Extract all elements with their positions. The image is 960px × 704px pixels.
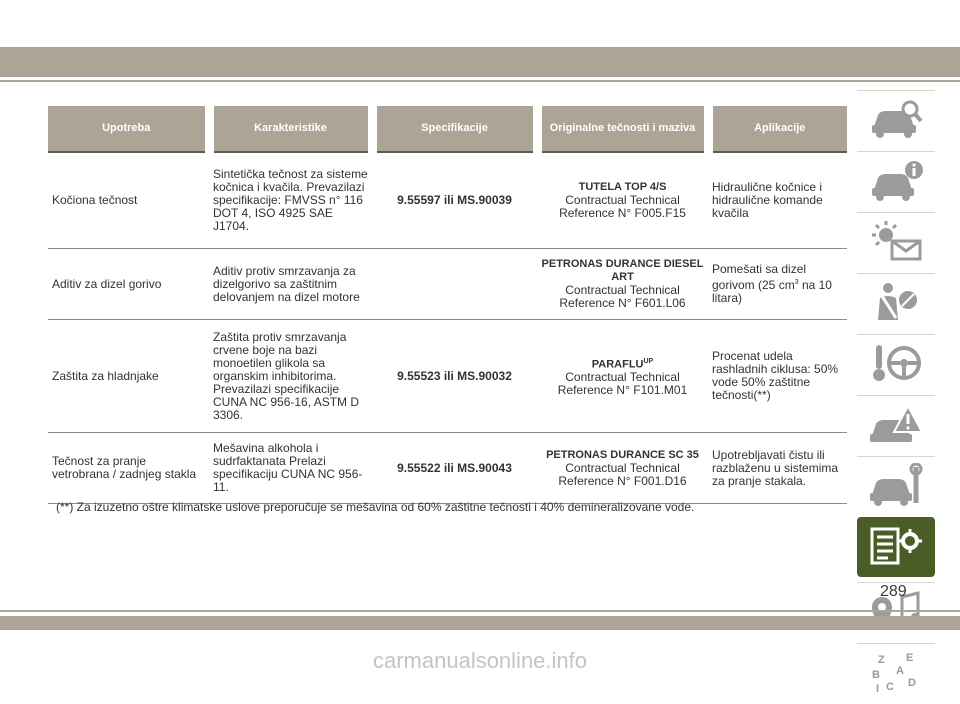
index-letter: I: [876, 682, 880, 694]
fluids-table: [48, 106, 847, 504]
page-number: 289: [880, 583, 907, 600]
footnote: (**) Za izuzetno oštre klimatske uslove preporučuje se mešavina od 60% zaštitne tečnosti i 40% demineralizovane vode.: [56, 500, 695, 514]
index-letter: E: [906, 651, 914, 664]
table-row: [48, 152, 847, 249]
index-letter: C: [886, 680, 894, 693]
nav-chapter-starting-driving[interactable]: [857, 334, 935, 390]
steering-wheel-icon: [868, 341, 924, 385]
nav-chapter-getting-to-know[interactable]: [857, 90, 935, 146]
nav-chapter-dashboard[interactable]: [857, 151, 935, 207]
car-warning-icon: [868, 402, 924, 446]
cell-original-fluid: [537, 433, 708, 504]
spec-sheet-gear-icon: [868, 525, 924, 569]
table-header-row: [48, 106, 847, 152]
cell-characteristics: Zaštita protiv smrzavanja crvene boje na bazi monoetilen glikola sa organskim inhibitorima. Prevazilazi specifikacije CUNA NC 956-16, ASTM D 3306.: [213, 329, 360, 422]
product-superscript: UP: [643, 357, 654, 365]
cell-spec: 9.55597 ili MS.90039: [397, 193, 512, 207]
light-message-icon: [868, 219, 924, 263]
cell-spec: [372, 249, 537, 320]
product-reference: Contractual Technical Reference N° F005.F15: [559, 193, 686, 220]
top-header-band: [0, 47, 960, 77]
nav-chapter-warnings[interactable]: [857, 212, 935, 268]
nav-chapter-emergency[interactable]: [857, 395, 935, 451]
cell-spec: 9.55522 ili MS.90043: [397, 460, 512, 475]
product-name-wrap: [541, 355, 704, 372]
cell-use: Tečnost za pranje vetrobrana / zadnjeg stakla: [52, 454, 197, 481]
index-letter: A: [896, 664, 904, 677]
table-row: [48, 320, 847, 433]
table-row: [48, 433, 847, 504]
header-usage: Upotreba: [48, 106, 209, 152]
product-name: TUTELA TOP 4/S: [578, 181, 667, 193]
cell-application: Procenat udela rashladnih ciklusa: 50% vode 50% zaštitne tečnosti(**): [712, 349, 839, 402]
car-info-icon: [868, 158, 924, 202]
nav-chapter-maintenance[interactable]: [857, 456, 935, 512]
table-row: [48, 249, 847, 320]
index-letter: D: [908, 676, 916, 689]
top-divider: [0, 80, 960, 82]
cell-original-fluid: [537, 249, 708, 320]
index-letter: Z: [878, 653, 885, 666]
bottom-divider: [0, 610, 960, 612]
header-characteristics: Karakteristike: [209, 106, 372, 152]
cell-application: [708, 249, 847, 320]
header-original-fluids: Originalne tečnosti i maziva: [537, 106, 708, 152]
product-name: PETRONAS DURANCE DIESEL ART: [541, 258, 704, 283]
product-reference: Contractual Technical Reference N° F101.M01: [557, 370, 688, 398]
header-applications: Aplikacije: [708, 106, 847, 152]
cell-characteristics: Aditiv protiv smrzavanja za dizelgorivo sa zaštitnim delovanjem na dizel motore: [213, 263, 360, 304]
car-search-icon: [868, 97, 924, 141]
cell-original-fluid: [537, 320, 708, 433]
header-specifications: Specifikacije: [372, 106, 537, 152]
nav-chapter-technical-specs[interactable]: [857, 517, 935, 577]
bottom-footer-band: [0, 616, 960, 630]
cell-application: Upotrebljavati čistu ili razblaženu u sistemima za pranje stakala.: [712, 447, 839, 488]
cell-use: Zaštita za hladnjake: [52, 368, 159, 383]
seatbelt-airbag-icon: [868, 280, 924, 324]
application-text-end: na 10 litara): [712, 278, 832, 305]
product-reference: Contractual Technical Reference N° F001.D16: [558, 460, 687, 488]
cell-characteristics: Mešavina alkohola i sudrfaktanata Prelazi specifikaciju CUNA NC 956-11.: [213, 441, 363, 494]
product-name: PARAFLU: [591, 358, 644, 371]
cell-spec: 9.55523 ili MS.90032: [397, 368, 512, 383]
product-reference: Contractual Technical Reference N° F601.L06: [559, 283, 686, 310]
cell-use: Aditiv za dizel gorivo: [52, 276, 162, 291]
application-text: Pomešati sa dizel gorivom (25 cm: [712, 262, 807, 292]
nav-chapter-safety[interactable]: [857, 273, 935, 329]
product-name: PETRONAS DURANCE SC 35: [546, 448, 699, 461]
cell-application: Hidraulične kočnice i hidraulične komande kvačila: [712, 180, 823, 220]
car-wrench-icon: [868, 463, 924, 507]
cell-original-fluid: [537, 152, 708, 249]
cell-characteristics: Sintetička tečnost za sisteme kočnica i kvačila. Prevazilazi specifikacije: FMVSS n° 116 DOT 4, ISO 4925 SAE J1704.: [213, 167, 368, 233]
application-superscript: 3: [794, 279, 799, 286]
cell-use: Kočiona tečnost: [52, 193, 138, 207]
fluids-table-container: [48, 106, 847, 504]
watermark: carmanualsonline.info: [372, 648, 588, 673]
index-letter: B: [872, 668, 880, 681]
